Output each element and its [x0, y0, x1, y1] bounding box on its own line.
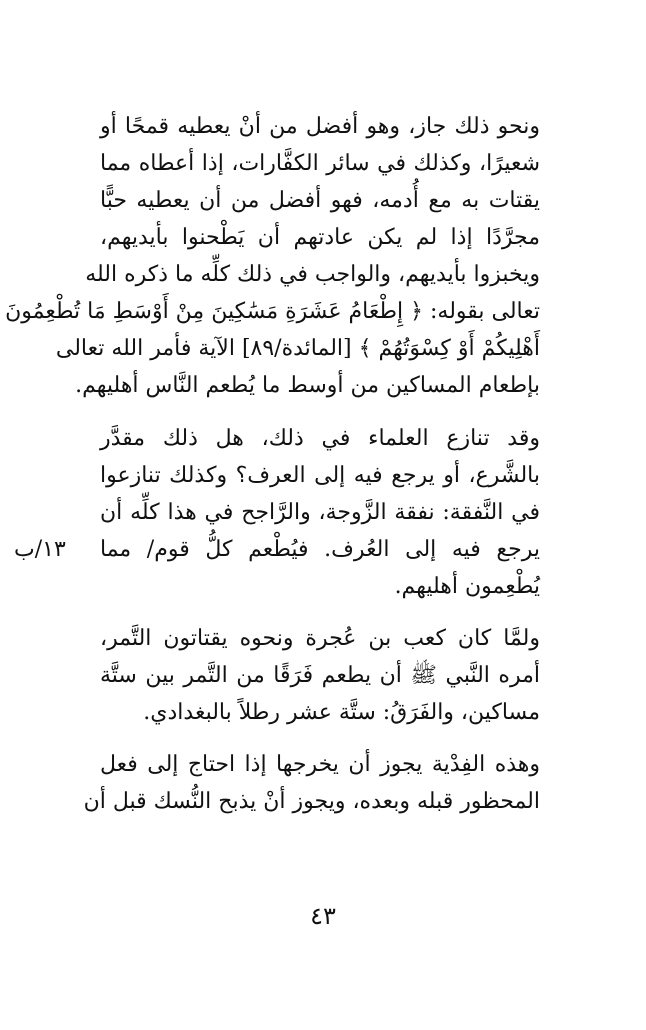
- paragraph-1: [5, 108, 540, 404]
- quran-verse-line: أَهْلِيكُمْ أَوْ كِسْوَتُهُمْ ﴾ [المائدة/٨٩] الآية فأمر الله تعالى: [55, 336, 540, 361]
- text-line: وقد تنازع العلماء في ذلك، هل ذلك مقدَّر: [100, 426, 540, 451]
- paragraph-4: [83, 746, 540, 820]
- text-line: بالشَّرع، أو يرجع فيه إلى العرف؟ وكذلك تنازعوا: [100, 463, 540, 488]
- quran-verse-line: تعالى بقوله: ﴿ إِطْعَامُ عَشَرَةِ مَسَٰكِينَ مِنْ أَوْسَطِ مَا تُطْعِمُونَ: [5, 299, 540, 324]
- text-line: ونحو ذلك جاز، وهو أفضل من أنْ يعطيه قمحًا أو: [100, 114, 540, 139]
- text-line: ولمَّا كان كعب بن عُجرة ونحوه يقتاتون التَّمر،: [100, 626, 540, 651]
- text-line: شعيرًا، وكذلك في سائر الكفَّارات، إذا أعطاه مما: [100, 151, 540, 176]
- paragraph-3: [100, 620, 540, 731]
- manuscript-folio-marker: ١٣/ب: [14, 537, 66, 562]
- text-line: بإطعام المساكين من أوسط ما يُطعم النَّاس أهليهم.: [75, 373, 540, 398]
- text-line: يُطْعِمون أهليهم.: [394, 574, 540, 599]
- text-line: يرجع فيه إلى العُرف. فيُطْعم كلُّ قوم/ مما: [100, 537, 540, 562]
- paragraph-2: [100, 420, 540, 605]
- text-line: مساكين، والفَرَقُ: ستَّة عشر رطلاً بالبغدادي.: [143, 700, 540, 725]
- text-line: مجرَّدًا إذا لم يكن عادتهم أن يَطْحنوا بأيديهم،: [100, 225, 540, 250]
- text-line: وهذه الفِدْية يجوز أن يخرجها إذا احتاج إلى فعل: [100, 752, 540, 777]
- text-line: أمره النَّبي ﷺ أن يطعم فَرَقًا من التَّمر بين ستَّة: [100, 663, 540, 688]
- text-line: المحظور قبله وبعده، ويجوز أنْ يذبح النُّسك قبل أن: [83, 789, 540, 814]
- text-line: في النَّفقة: نفقة الزَّوجة، والرَّاجح في هذا كلِّه أن: [100, 500, 540, 525]
- text-line: ويخبزوا بأيديهم، والواجب في ذلك كلِّه ما ذكره الله: [85, 262, 540, 287]
- page-number: ٤٣: [310, 902, 336, 930]
- text-line: يقتات به مع أُدمه، فهو أفضل من أن يعطيه حبًّا: [100, 188, 540, 213]
